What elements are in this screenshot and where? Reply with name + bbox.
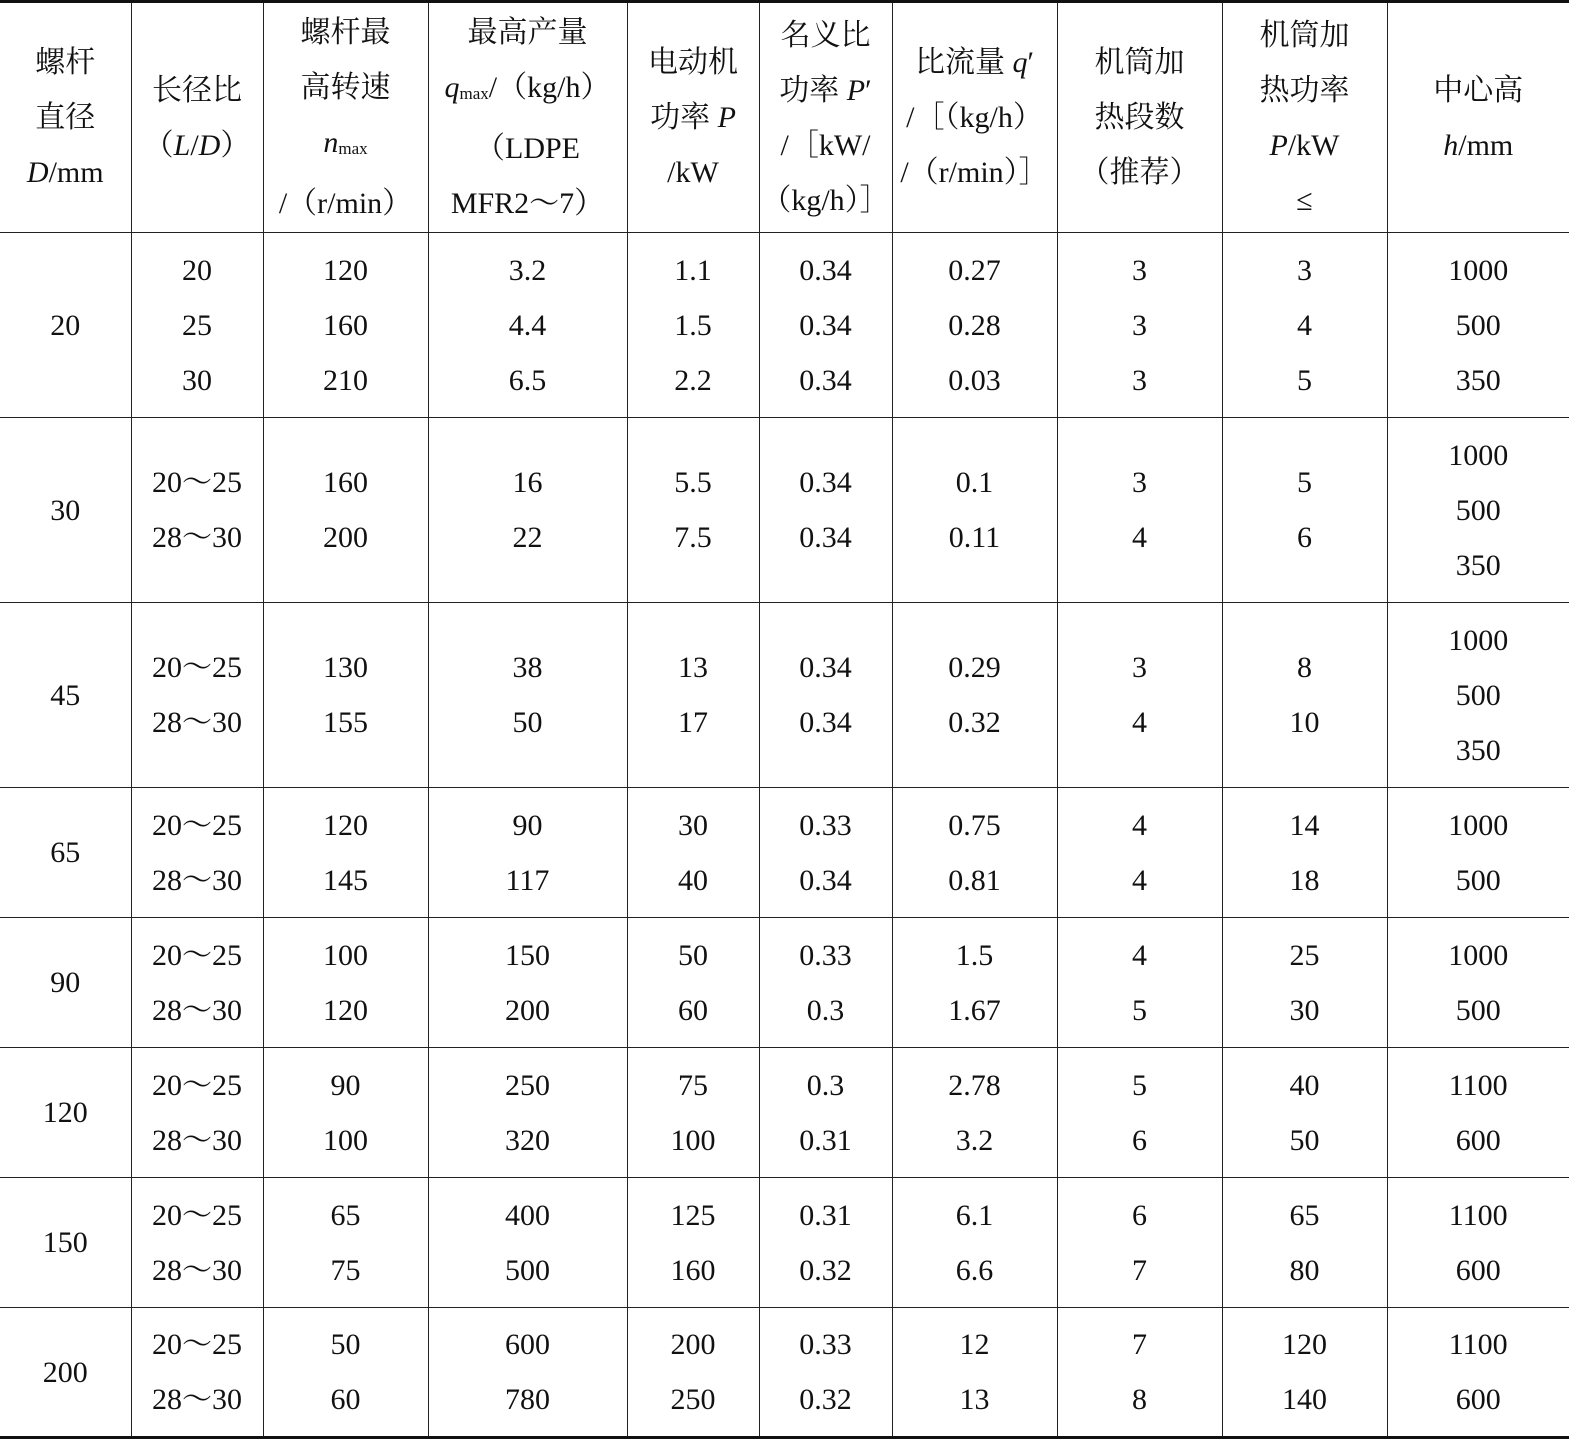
cell-value: 0.34 [799,253,852,287]
cell-length-diameter-ratio [131,788,263,918]
cell-screw-diameter [0,233,131,418]
cell-value: 28～30 [152,1253,242,1287]
header-line: （推荐） [1079,156,1200,189]
cell-length-diameter-ratio [131,233,263,418]
cell-value: 0.34 [799,706,852,739]
cell-max-output [428,918,627,1048]
cell-max-screw-speed [263,1048,428,1178]
cell-value: 500 [505,1253,550,1287]
cell-value: 0.34 [799,651,852,684]
header-line: 长径比 [152,73,242,107]
cell-barrel-heating-zones [1057,603,1222,788]
cell-value: 1000 [1448,938,1509,972]
cell-center-height [1387,918,1569,1048]
cell-value: 1.67 [948,993,1001,1027]
cell-screw-diameter [0,788,131,918]
cell-specific-flow [892,1178,1057,1308]
header-nominal-specific-power [759,2,892,233]
cell-value: 0.32 [799,1383,852,1416]
cell-specific-flow [892,603,1057,788]
table-body [0,233,1569,1438]
cell-value: 2.78 [948,1068,1001,1102]
cell-value: 500 [1455,308,1501,342]
cell-barrel-heating-zones [1057,233,1222,418]
table-row [0,603,1569,788]
cell-value: 30 [182,363,212,397]
cell-value: 125 [670,1198,716,1232]
cell-value: 75 [330,1253,361,1287]
cell-nominal-specific-power [759,603,892,788]
cell-specific-flow [892,788,1057,918]
cell-value: 600 [1455,1123,1501,1157]
cell-value: 25 [182,308,212,342]
cell-center-height [1387,603,1569,788]
cell-value: 0.33 [799,938,852,972]
header-specific-flow [892,2,1057,233]
cell-center-height [1387,788,1569,918]
cell-value: 1100 [1448,1328,1508,1361]
cell-value: 5 [1297,363,1312,397]
header-line: 直径 [35,101,96,134]
cell-value: 4 [1132,938,1147,972]
cell-max-output [428,603,627,788]
cell-value: 4 [1132,808,1147,842]
table-row [0,233,1569,418]
cell-value: 40 [1289,1068,1320,1102]
cell-value: 40 [678,863,708,897]
cell-value: 350 [1455,733,1501,767]
cell-value: 13 [959,1383,990,1416]
cell-value: 100 [323,1123,368,1157]
cell-value: 0.32 [799,1253,852,1287]
header-line: 螺杆 [35,46,96,79]
cell-value: 0.31 [799,1198,852,1232]
cell-value: 20～25 [152,466,242,499]
cell-max-output [428,788,627,918]
header-length-diameter-ratio [131,2,263,233]
header-max-screw-speed [263,2,428,233]
header-line: D/mm [26,156,104,189]
table-row [0,1308,1569,1438]
cell-value: 3 [1132,363,1147,397]
cell-value: 2.2 [674,363,712,397]
cell-value: 0.33 [799,808,852,842]
header-line: 功率 P [650,101,736,134]
cell-value: 4 [1132,863,1147,897]
cell-value: 0.33 [799,1328,852,1361]
cell-value: 20～25 [152,1328,242,1361]
cell-value: 30 [50,493,81,527]
cell-motor-power [627,1178,759,1308]
cell-value: 20～25 [152,651,242,684]
header-line: /kW [667,156,719,189]
cell-barrel-heating-power [1222,788,1387,918]
cell-value: 4.4 [508,308,547,342]
cell-barrel-heating-zones [1057,1178,1222,1308]
cell-value: 200 [323,521,368,554]
header-line: $n_{max}$ [323,125,368,159]
cell-max-screw-speed [263,1308,428,1438]
cell-motor-power [627,1308,759,1438]
header-line: ≤ [1296,183,1313,217]
cell-motor-power [627,418,759,603]
header-line: /（r/min） [278,186,413,220]
cell-value: 500 [1455,863,1501,897]
cell-value: 0.28 [948,308,1001,342]
header-line: 比流量 q′ [914,46,1035,79]
header-screw-diameter [0,2,131,233]
cell-value: 3 [1132,253,1147,287]
header-line: 功率 P′ [779,73,872,107]
cell-specific-flow [892,918,1057,1048]
header-line: h/mm [1443,128,1514,162]
cell-screw-diameter [0,918,131,1048]
cell-motor-power [627,233,759,418]
cell-barrel-heating-power [1222,233,1387,418]
cell-value: 16 [512,466,543,499]
cell-value: 1.5 [955,938,994,972]
cell-value: 0.03 [948,363,1001,397]
cell-value: 1000 [1448,438,1509,472]
cell-value: 0.75 [948,808,1001,842]
header-line: 中心高 [1433,73,1524,107]
cell-value: 30 [1289,993,1320,1027]
table-row [0,1048,1569,1178]
header-barrel-heating-power [1222,2,1387,233]
cell-max-output [428,1048,627,1178]
cell-motor-power [627,603,759,788]
cell-value: 6 [1297,521,1312,554]
cell-value: 600 [1455,1383,1501,1416]
cell-value: 140 [1282,1383,1327,1416]
cell-value: 28～30 [152,1383,242,1416]
cell-value: 25 [1289,938,1320,972]
cell-nominal-specific-power [759,1308,892,1438]
cell-value: 50 [330,1328,361,1361]
cell-specific-flow [892,233,1057,418]
cell-nominal-specific-power [759,1178,892,1308]
cell-barrel-heating-power [1222,1178,1387,1308]
header-line: 电动机 [648,46,738,79]
cell-value: 0.34 [799,363,852,397]
cell-specific-flow [892,418,1057,603]
cell-max-output [428,1308,627,1438]
cell-value: 5 [1132,1068,1147,1102]
table-header [0,2,1569,233]
header-line: （LDPE [475,131,580,165]
cell-value: 4 [1297,308,1312,342]
cell-value: 0.34 [799,863,852,897]
cell-value: 400 [505,1198,550,1232]
header-max-output [428,2,627,233]
cell-screw-diameter [0,1048,131,1178]
cell-value: 120 [323,253,368,287]
cell-value: 90 [330,1068,361,1102]
cell-screw-diameter [0,1308,131,1438]
cell-center-height [1387,418,1569,603]
cell-length-diameter-ratio [131,603,263,788]
cell-barrel-heating-power [1222,1308,1387,1438]
cell-barrel-heating-zones [1057,1308,1222,1438]
cell-value: 28～30 [152,1123,242,1157]
cell-center-height [1387,233,1569,418]
cell-value: 10 [1289,706,1320,739]
cell-value: 120 [323,808,368,842]
header-line: /［（kg/h） [906,101,1043,134]
cell-nominal-specific-power [759,918,892,1048]
cell-value: 160 [670,1253,716,1287]
cell-value: 200 [505,993,550,1027]
cell-value: 0.27 [948,253,1001,287]
cell-value: 6 [1132,1198,1147,1232]
cell-value: 4 [1132,521,1147,554]
header-line: /（r/min）］ [900,156,1049,189]
cell-value: 0.31 [799,1123,852,1157]
cell-max-output [428,1178,627,1308]
cell-barrel-heating-power [1222,1048,1387,1178]
cell-value: 28～30 [152,706,242,739]
cell-value: 350 [1455,363,1501,397]
cell-value: 200 [42,1355,88,1389]
cell-value: 28～30 [152,993,242,1027]
header-line: 高转速 [300,70,391,104]
cell-nominal-specific-power [759,788,892,918]
cell-value: 600 [1455,1253,1501,1287]
cell-value: 3.2 [508,253,547,287]
cell-value: 75 [678,1068,708,1102]
cell-value: 3 [1132,308,1147,342]
table-row [0,418,1569,603]
cell-value: 20 [182,253,212,287]
header-barrel-heating-zones [1057,2,1222,233]
cell-value: 160 [323,466,368,499]
cell-value: 1.5 [674,308,712,342]
cell-max-output [428,233,627,418]
cell-length-diameter-ratio [131,418,263,603]
cell-value: 1000 [1448,623,1509,657]
header-line: MFR2～7） [450,186,605,220]
cell-value: 3.2 [955,1123,994,1157]
cell-barrel-heating-power [1222,603,1387,788]
cell-value: 120 [42,1096,88,1129]
header-center-height [1387,2,1569,233]
cell-length-diameter-ratio [131,1308,263,1438]
cell-value: 8 [1297,651,1312,684]
header-line: 名义比 [780,18,871,52]
cell-value: 3 [1132,651,1147,684]
cell-center-height [1387,1308,1569,1438]
cell-value: 30 [678,808,708,842]
cell-value: 6.5 [508,363,547,397]
cell-value: 0.3 [806,1068,845,1102]
cell-nominal-specific-power [759,233,892,418]
cell-value: 320 [505,1123,550,1157]
cell-specific-flow [892,1048,1057,1178]
cell-barrel-heating-zones [1057,788,1222,918]
cell-center-height [1387,1048,1569,1178]
cell-value: 50 [1289,1123,1320,1157]
cell-value: 117 [505,863,550,897]
cell-value: 60 [678,993,708,1027]
cell-value: 60 [330,1383,361,1416]
cell-value: 150 [505,938,550,972]
header-line: （kg/h）］ [761,183,890,217]
cell-value: 7 [1132,1253,1147,1287]
cell-value: 350 [1455,548,1501,582]
cell-value: 50 [512,706,543,739]
cell-center-height [1387,1178,1569,1308]
header-line: 热功率 [1259,73,1350,107]
cell-value: 1.1 [674,253,712,287]
cell-value: 160 [323,308,368,342]
cell-max-output [428,418,627,603]
cell-value: 0.29 [948,651,1001,684]
cell-value: 100 [670,1123,716,1157]
table-row [0,1178,1569,1308]
cell-value: 150 [42,1226,88,1259]
header-line: /［kW/ [780,128,871,162]
cell-length-diameter-ratio [131,918,263,1048]
cell-value: 6.6 [955,1253,994,1287]
cell-value: 20 [50,308,81,342]
cell-value: 38 [512,651,543,684]
header-line: 螺杆最 [300,15,391,49]
cell-max-screw-speed [263,788,428,918]
cell-value: 50 [678,938,708,972]
cell-value: 250 [670,1383,716,1416]
cell-value: 210 [323,363,368,397]
cell-value: 65 [330,1198,361,1232]
header-line: 最高产量 [467,15,588,49]
cell-screw-diameter [0,418,131,603]
cell-value: 500 [1455,493,1501,527]
cell-value: 100 [323,938,368,972]
cell-value: 250 [505,1068,550,1102]
cell-value: 1000 [1448,253,1509,287]
cell-value: 14 [1289,808,1320,842]
cell-nominal-specific-power [759,418,892,603]
header-line: （L/D） [143,128,251,162]
cell-value: 5.5 [674,466,712,499]
cell-value: 6 [1132,1123,1147,1157]
cell-value: 22 [512,521,543,554]
cell-value: 0.34 [799,466,852,499]
cell-value: 5 [1132,993,1147,1027]
cell-motor-power [627,1048,759,1178]
header-motor-power [627,2,759,233]
cell-value: 1100 [1448,1198,1508,1232]
cell-value: 1100 [1448,1068,1508,1102]
cell-value: 65 [1289,1198,1320,1232]
cell-barrel-heating-power [1222,918,1387,1048]
cell-value: 28～30 [152,863,242,897]
cell-value: 45 [50,678,81,712]
cell-value: 7.5 [674,521,712,554]
cell-length-diameter-ratio [131,1178,263,1308]
cell-value: 20～25 [152,1198,242,1232]
cell-value: 20～25 [152,1068,242,1102]
cell-specific-flow [892,1308,1057,1438]
cell-value: 80 [1289,1253,1320,1287]
cell-value: 20～25 [152,938,242,972]
cell-value: 20～25 [152,808,242,842]
cell-value: 0.81 [948,863,1001,897]
cell-value: 3 [1297,253,1312,287]
cell-barrel-heating-zones [1057,1048,1222,1178]
cell-value: 130 [323,651,368,684]
cell-value: 8 [1132,1383,1147,1416]
cell-max-screw-speed [263,1178,428,1308]
cell-value: 0.32 [948,706,1001,739]
cell-value: 18 [1289,863,1320,897]
cell-motor-power [627,918,759,1048]
cell-value: 90 [50,966,81,999]
cell-nominal-specific-power [759,1048,892,1178]
cell-barrel-heating-zones [1057,418,1222,603]
cell-max-screw-speed [263,603,428,788]
cell-value: 0.11 [948,521,1001,554]
header-line: 机筒加 [1259,18,1350,52]
cell-value: 65 [50,836,81,869]
table-row [0,918,1569,1048]
cell-value: 28～30 [152,521,242,554]
header-line: 热段数 [1094,101,1185,134]
cell-value: 145 [323,863,368,897]
cell-value: 5 [1297,466,1312,499]
cell-value: 200 [670,1328,716,1361]
cell-max-screw-speed [263,918,428,1048]
cell-value: 7 [1132,1328,1147,1361]
cell-value: 600 [505,1328,550,1361]
header-line: 机筒加 [1094,46,1185,79]
cell-value: 0.34 [799,308,852,342]
cell-value: 17 [678,706,708,739]
cell-barrel-heating-power [1222,418,1387,603]
cell-value: 120 [1282,1328,1327,1361]
cell-value: 155 [323,706,368,739]
cell-value: 780 [505,1383,550,1416]
cell-value: 0.3 [806,993,845,1027]
cell-screw-diameter [0,603,131,788]
cell-value: 4 [1132,706,1147,739]
cell-value: 0.1 [955,466,994,499]
cell-value: 500 [1455,678,1501,712]
cell-barrel-heating-zones [1057,918,1222,1048]
cell-value: 13 [678,651,708,684]
header-line: $q_{max}/(kg/h)$ [444,70,611,104]
cell-screw-diameter [0,1178,131,1308]
cell-length-diameter-ratio [131,1048,263,1178]
cell-max-screw-speed [263,418,428,603]
cell-value: 120 [323,993,368,1027]
cell-value: 1000 [1448,808,1509,842]
cell-max-screw-speed [263,233,428,418]
header-row [0,2,1569,233]
header-line: P/kW [1269,128,1340,162]
cell-value: 12 [959,1328,990,1361]
cell-value: 90 [512,808,543,842]
cell-value: 500 [1455,993,1501,1027]
cell-value: 6.1 [955,1198,994,1232]
table-row [0,788,1569,918]
cell-value: 3 [1132,466,1147,499]
cell-value: 0.34 [799,521,852,554]
cell-motor-power [627,788,759,918]
